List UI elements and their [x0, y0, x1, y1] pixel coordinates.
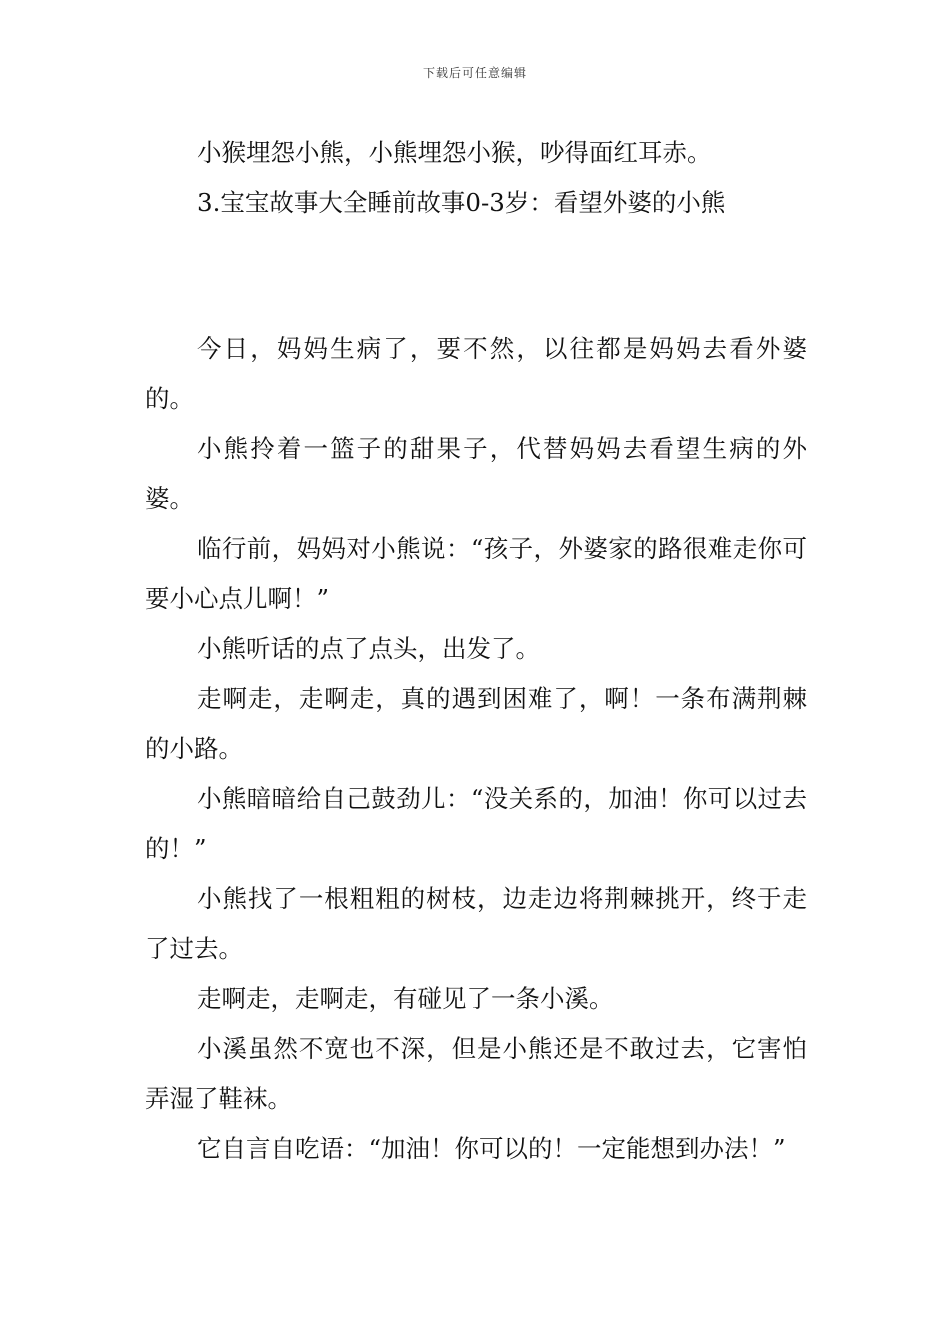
paragraph-5: 走啊走，走啊走，真的遇到困难了，啊！一条布满荆棘的小路。: [145, 684, 807, 763]
paragraph-4: 小熊听话的点了点头，出发了。: [197, 634, 540, 663]
paragraph-10: 它自言自吃语：“加油！你可以的！一定能想到办法！”: [197, 1134, 786, 1163]
paragraph-9: 小溪虽然不宽也不深，但是小熊还是不敢过去，它害怕弄湿了鞋袜。: [145, 1034, 807, 1113]
section-heading: 3.宝宝故事大全睡前故事0-3岁：看望外婆的小熊: [197, 188, 726, 217]
paragraph-1: 今日，妈妈生病了，要不然，以往都是妈妈去看外婆的。: [145, 334, 807, 413]
paragraph-8: 走啊走，走啊走，有碰见了一条小溪。: [197, 984, 614, 1013]
paragraph-7: 小熊找了一根粗粗的树枝，边走边将荆棘挑开，终于走了过去。: [145, 884, 807, 963]
blank-space: [145, 228, 807, 324]
paragraph-6: 小熊暗暗给自己鼓劲儿：“没关系的，加油！你可以过去的！”: [145, 784, 807, 863]
paragraph-lead-1: 小猴埋怨小熊，小熊埋怨小猴，吵得面红耳赤。: [197, 138, 712, 167]
paragraph-3: 临行前，妈妈对小熊说：“孩子，外婆家的路很难走你可要小心点儿啊！”: [145, 534, 807, 613]
page-header-note: 下载后可任意编辑: [422, 66, 527, 80]
document-body: [145, 128, 807, 1174]
paragraph-2: 小熊拎着一篮子的甜果子，代替妈妈去看望生病的外婆。: [145, 434, 807, 513]
